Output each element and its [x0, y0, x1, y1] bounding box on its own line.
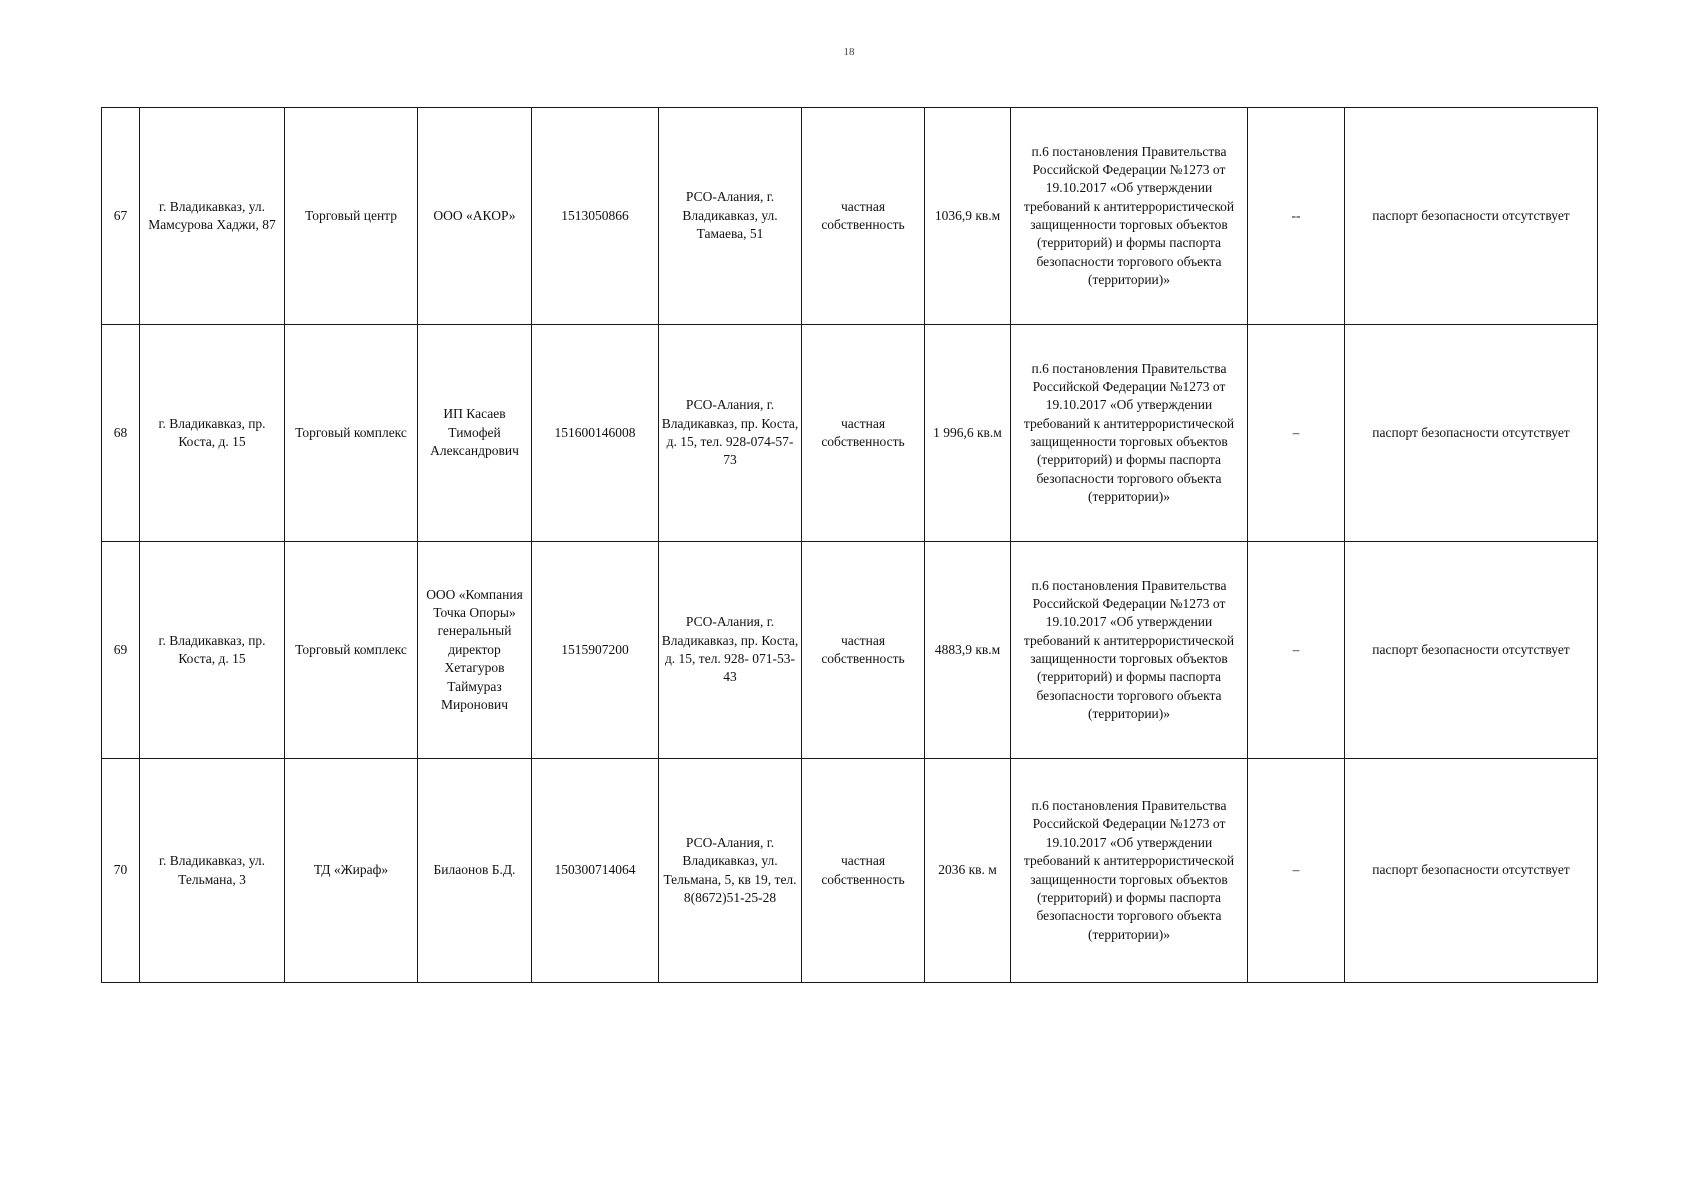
table-row: [102, 325, 1598, 542]
row-number: 67: [102, 108, 140, 325]
legal-basis: п.6 постановления Правительства Российской Федерации №1273 от 19.10.2017 «Об утверждении требований к антитеррористической защищенности торговых объектов (территорий) и формы паспорта безопасности торгового объекта (территории)»: [1011, 108, 1248, 325]
legal-basis: п.6 постановления Правительства Российской Федерации №1273 от 19.10.2017 «Об утверждении требований к антитеррористической защищенности торговых объектов (территорий) и формы паспорта безопасности торгового объекта (территории)»: [1011, 542, 1248, 759]
owner-name: ИП Касаев Тимофей Александрович: [418, 325, 532, 542]
ownership-form: частная собственность: [802, 542, 925, 759]
owner-address: РСО-Алания, г. Владикавказ, ул. Тамаева, 51: [659, 108, 802, 325]
object-address: г. Владикавказ, пр. Коста, д. 15: [140, 325, 285, 542]
passport-status: паспорт безопасности отсутствует: [1345, 108, 1598, 325]
object-type: Торговый комплекс: [285, 325, 418, 542]
row-number: 70: [102, 759, 140, 983]
category: –: [1248, 759, 1345, 983]
ownership-form: частная собственность: [802, 108, 925, 325]
object-address: г. Владикавказ, ул. Мамсурова Хаджи, 87: [140, 108, 285, 325]
owner-address: РСО-Алания, г. Владикавказ, пр. Коста, д. 15, тел. 928- 071-53-43: [659, 542, 802, 759]
table-row: [102, 759, 1598, 983]
object-area: 1036,9 кв.м: [925, 108, 1011, 325]
object-area: 4883,9 кв.м: [925, 542, 1011, 759]
row-number: 69: [102, 542, 140, 759]
category: –: [1248, 542, 1345, 759]
passport-status: паспорт безопасности отсутствует: [1345, 759, 1598, 983]
object-type: Торговый центр: [285, 108, 418, 325]
legal-basis: п.6 постановления Правительства Российской Федерации №1273 от 19.10.2017 «Об утверждении требований к антитеррористической защищенности торговых объектов (территорий) и формы паспорта безопасности торгового объекта (территории)»: [1011, 759, 1248, 983]
object-area: 2036 кв. м: [925, 759, 1011, 983]
category: –: [1248, 325, 1345, 542]
object-address: г. Владикавказ, пр. Коста, д. 15: [140, 542, 285, 759]
owner-inn: 151600146008: [532, 325, 659, 542]
owner-address: РСО-Алания, г. Владикавказ, ул. Тельмана, 5, кв 19, тел. 8(8672)51-25-28: [659, 759, 802, 983]
owner-inn: 150300714064: [532, 759, 659, 983]
owner-inn: 1515907200: [532, 542, 659, 759]
owner-address: РСО-Алания, г. Владикавказ, пр. Коста, д. 15, тел. 928-074-57-73: [659, 325, 802, 542]
page-number: 18: [843, 46, 855, 58]
table-row: [102, 542, 1598, 759]
object-area: 1 996,6 кв.м: [925, 325, 1011, 542]
object-type: Торговый комплекс: [285, 542, 418, 759]
owner-name: Билаонов Б.Д.: [418, 759, 532, 983]
table-row: [102, 108, 1598, 325]
owner-name: ООО «АКОР»: [418, 108, 532, 325]
owner-name: ООО «Компания Точка Опоры» генеральный директор Хетагуров Таймураз Миронович: [418, 542, 532, 759]
row-number: 68: [102, 325, 140, 542]
registry-table: [101, 107, 1598, 983]
passport-status: паспорт безопасности отсутствует: [1345, 542, 1598, 759]
ownership-form: частная собственность: [802, 759, 925, 983]
category: --: [1248, 108, 1345, 325]
owner-inn: 1513050866: [532, 108, 659, 325]
legal-basis: п.6 постановления Правительства Российской Федерации №1273 от 19.10.2017 «Об утверждении требований к антитеррористической защищенности торговых объектов (территорий) и формы паспорта безопасности торгового объекта (территории)»: [1011, 325, 1248, 542]
ownership-form: частная собственность: [802, 325, 925, 542]
object-type: ТД «Жираф»: [285, 759, 418, 983]
passport-status: паспорт безопасности отсутствует: [1345, 325, 1598, 542]
object-address: г. Владикавказ, ул. Тельмана, 3: [140, 759, 285, 983]
